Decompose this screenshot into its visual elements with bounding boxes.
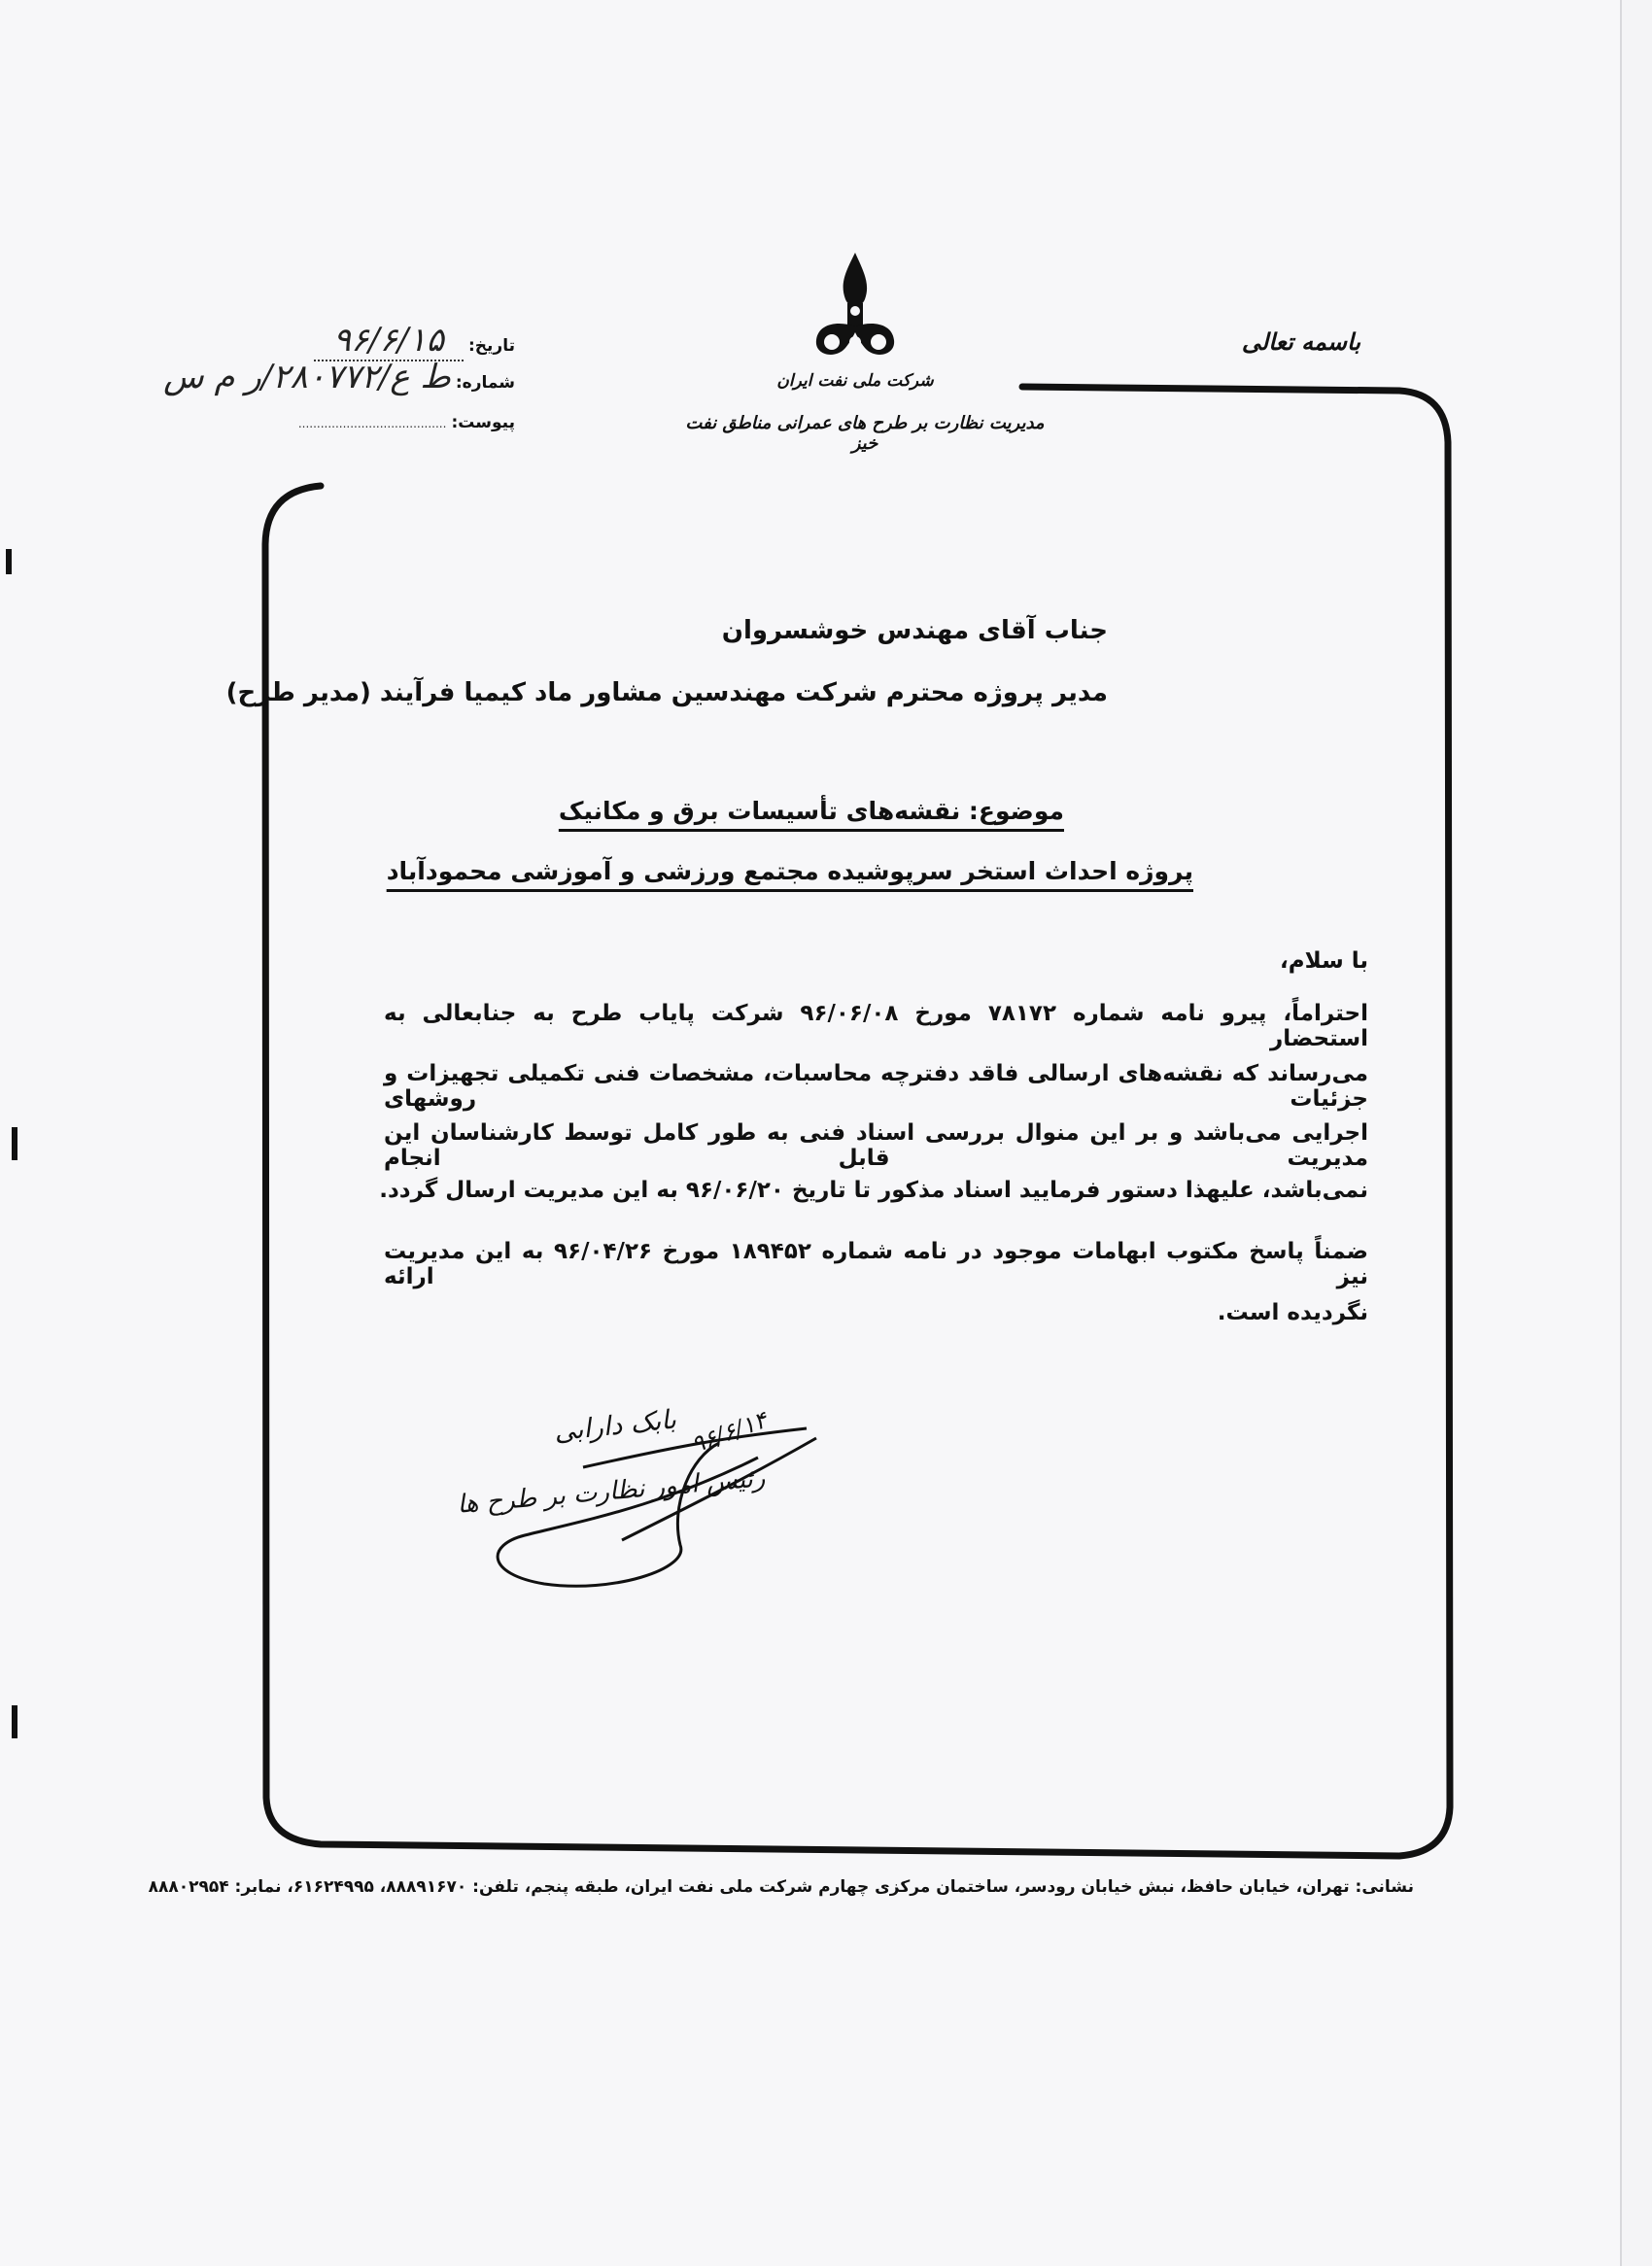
number-field — [163, 358, 515, 396]
recipient-title: مدیر پروژه محترم شرکت مهندسین مشاور ماد کیمیا فرآیند (مدیر طرح) — [225, 678, 1108, 707]
scan-mark — [12, 1127, 17, 1160]
scan-mark — [6, 549, 12, 574]
date-field — [314, 321, 515, 360]
attachment-value: ........................................ — [297, 417, 447, 430]
invocation-text: باسمه تعالی — [1241, 328, 1360, 356]
body-line: احتراماً، پیرو نامه شماره ۷۸۱۷۲ مورخ ۹۶/۰۶/۰۸ شرکت پایاب طرح به جنابعالی به استحضار — [384, 1001, 1369, 1051]
subject-project: پروژه احداث استخر سرپوشیده مجتمع ورزشی و آموزشی محمودآباد — [386, 857, 1193, 885]
body-line: ضمناً پاسخ مکتوب ابهامات موجود در نامه شماره ۱۸۹۴۵۲ مورخ ۹۶/۰۴/۲۶ به این مدیریت نیز ارائه — [384, 1239, 1368, 1289]
number-label: شماره: — [455, 373, 515, 393]
company-name: شرکت ملی نفت ایران — [776, 371, 934, 391]
date-label: تاریخ: — [468, 336, 515, 356]
date-value: ۹۶/۶/۱۵ — [314, 321, 464, 361]
attachment-label: پیوست: — [451, 413, 515, 432]
attachment-field — [298, 413, 515, 432]
number-value: ط ع/۲۸۰۷۷۲/ر م س — [163, 358, 451, 396]
nioc-logo — [797, 251, 913, 372]
signer-name: بابک دارابی — [552, 1404, 678, 1448]
body-line: اجرایی می‌باشد و بر این منوال بررسی اسناد فنی به طور کامل توسط کارشناسان این مدیریت قابل انجام — [384, 1120, 1368, 1171]
footer-address: نشانی: تهران، خیابان حافظ، نبش خیابان رودسر، ساختمان مرکزی چهارم شرکت ملی نفت ایران، طبقه پنجم، تلفن: ۸۸۸۹۱۶۷۰، ۶۱۶۲۴۹۹۵، نمابر: ۸۸۸۰۲۹۵۴ — [148, 1877, 1414, 1897]
greeting: با سلام، — [1280, 948, 1368, 974]
signature-block — [456, 1399, 875, 1594]
recipient-name: جناب آقای مهندس خوشسروان — [721, 616, 1108, 645]
signer-title: رئیس امور نظارت بر طرح ها — [456, 1463, 767, 1520]
scan-mark — [12, 1705, 17, 1738]
body-line: می‌رساند که نقشه‌های ارسالی فاقد دفترچه محاسبات، مشخصات فنی تکمیلی تجهیزات و جزئیات روشهای — [384, 1061, 1368, 1112]
flame-logo-icon — [797, 251, 913, 372]
subject-line: موضوع: نقشه‌های تأسیسات برق و مکانیک — [558, 797, 1064, 825]
body-line: نمی‌باشد، علیهذا دستور فرمایید اسناد مذکور تا تاریخ ۹۶/۰۶/۲۰ به این مدیریت ارسال گردد. — [379, 1178, 1368, 1203]
body-line: نگردیده است. — [1217, 1300, 1368, 1325]
department-name: مدیریت نظارت بر طرح های عمرانی مناطق نفت خیز — [685, 413, 1045, 454]
signature-date: ۹۶/۶/۱۴ — [687, 1406, 771, 1459]
